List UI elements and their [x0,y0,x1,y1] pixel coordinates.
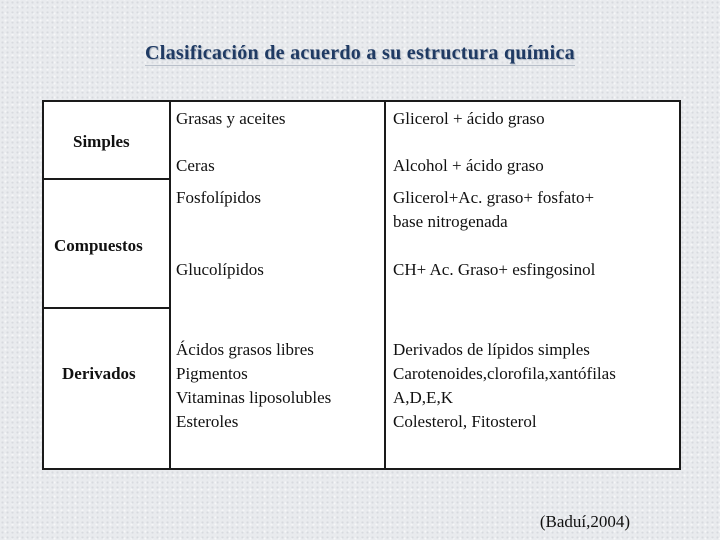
lipid-cell: Ácidos grasos libres Pigmentos Vitaminas liposolubles Esteroles [176,340,332,431]
composition-cell: Derivados de lípidos simples Carotenoides,clorofila,xantófilas A,D,E,K Colesterol, Fitosterol [393,340,616,431]
category-derivados: Derivados [62,364,136,383]
lipid-cell: Ceras [176,156,215,175]
composition-cell: Glicerol+Ac. graso+ fosfato+ base nitrogenada [393,188,595,231]
lipid-cell: Fosfolípidos [176,188,262,207]
slide-title-text: Clasificación de acuerdo a su estructura química [145,42,575,64]
composition-cell: CH+ Ac. Graso+ esfingosinol [393,260,596,279]
category-separator-1 [44,178,169,180]
slide-title [0,42,720,65]
citation: (Baduí,2004) [539,512,630,531]
category-separator-2 [44,307,169,309]
table-divider-2 [384,102,386,468]
lipid-cell: Grasas y aceites [176,109,286,128]
composition-cell: Glicerol + ácido graso [393,109,545,128]
category-simples: Simples [73,132,130,151]
composition-cell: Alcohol + ácido graso [393,156,544,175]
category-compuestos: Compuestos [54,236,143,255]
table-divider-1 [169,102,171,468]
lipid-cell: Glucolípidos [176,260,264,279]
classification-table [42,100,681,470]
